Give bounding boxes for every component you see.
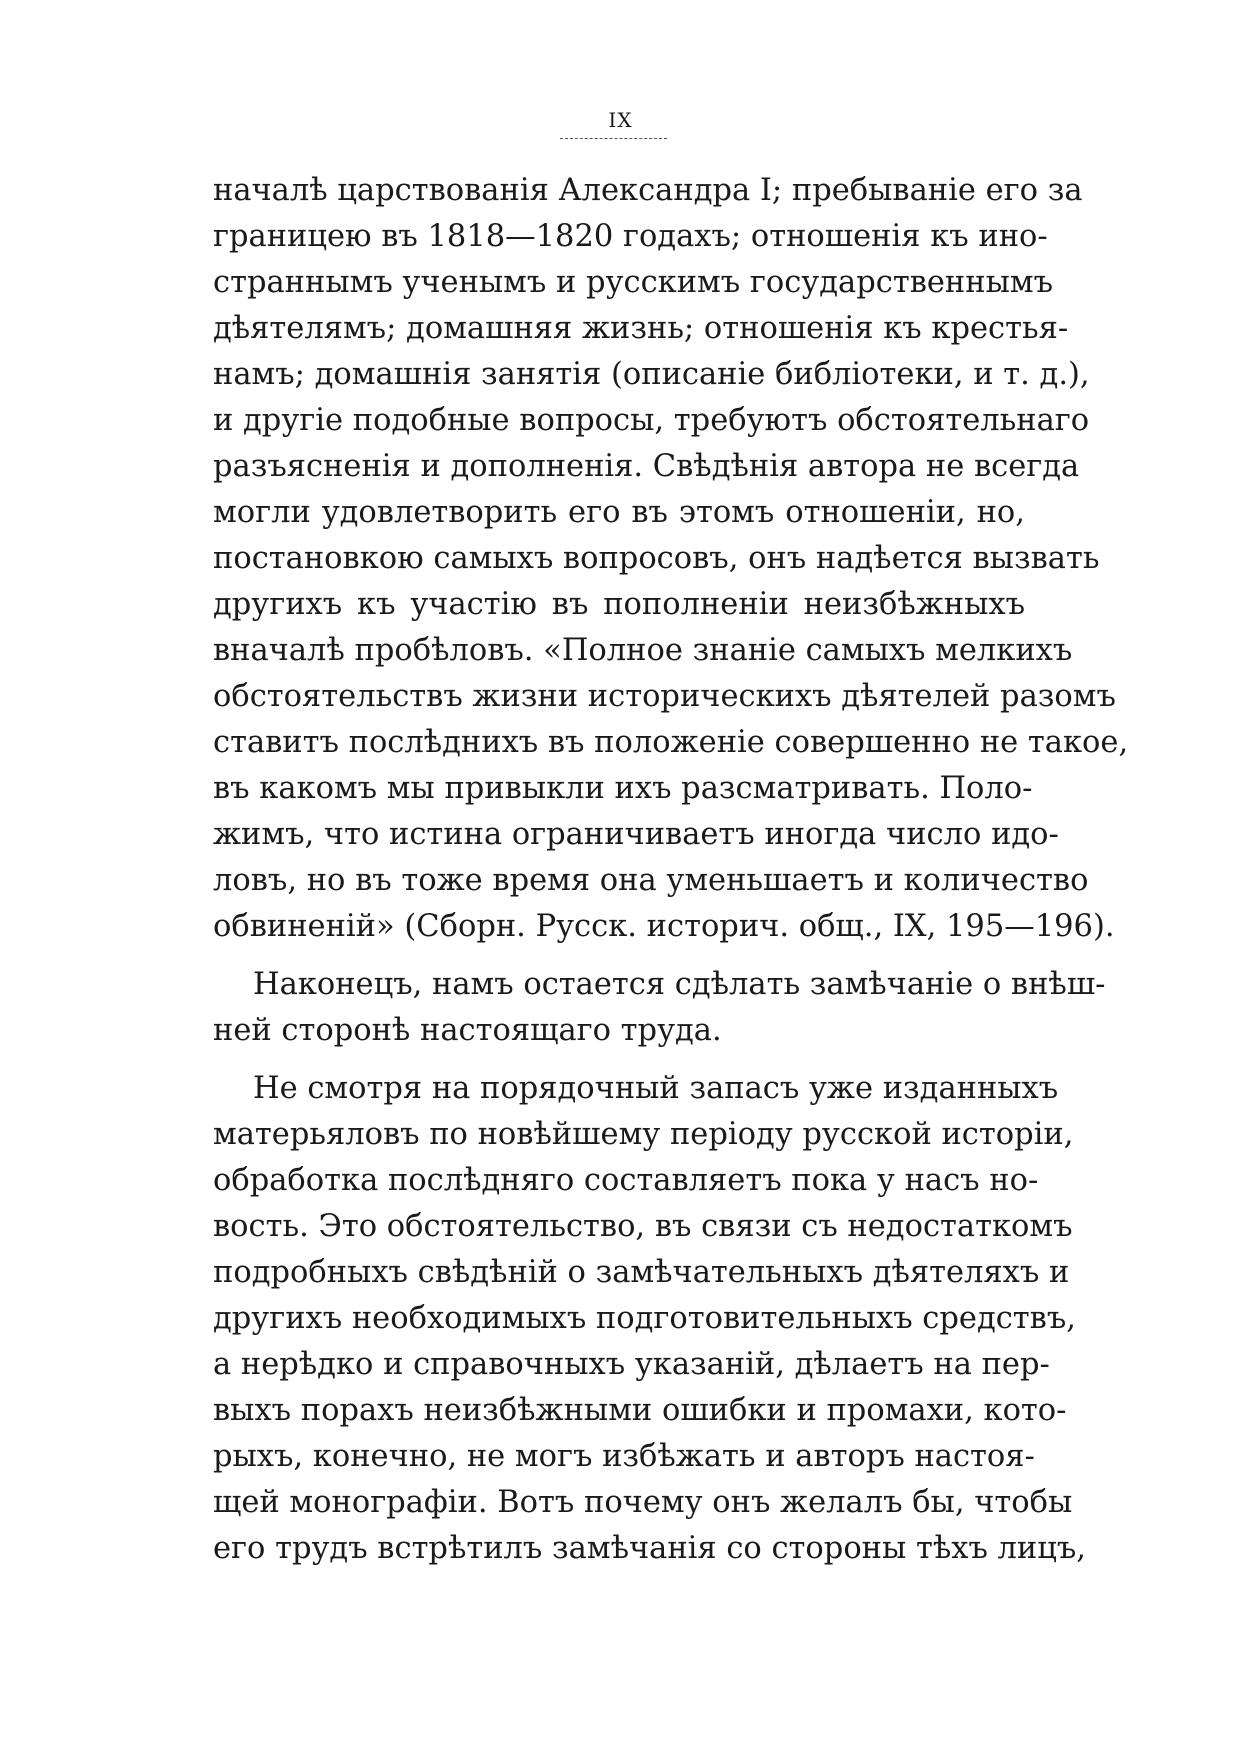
header-rule (560, 138, 667, 139)
body-text (213, 168, 1129, 1572)
text-line: могли удовлетворить его въ этомъ отношеніи, но, (213, 495, 1025, 530)
text-line: вначалѣ пробѣловъ. «Полное знаніе самыхъ мелкихъ (213, 633, 1073, 668)
text-line: разъясненія и дополненія. Свѣдѣнія автора не всегда (213, 449, 1080, 484)
text-line: жимъ, что истина ограничиваетъ иногда число идо- (213, 817, 1059, 852)
text-line: постановкою самыхъ вопросовъ, онъ надѣется вызвать (213, 541, 1100, 576)
text-line: и другіе подобные вопросы, требуютъ обстоятельнаго (213, 403, 1090, 438)
paragraph-first-line: Не смотря на порядочный запасъ уже изданныхъ (253, 1071, 1059, 1106)
text-line: его трудъ встрѣтилъ замѣчанія со стороны тѣхъ лицъ, (213, 1531, 1086, 1566)
text-line: дѣятелямъ; домашняя жизнь; отношенія къ крестья- (213, 311, 1069, 346)
text-line: ловъ, но въ тоже время она уменьшаетъ и количество (213, 863, 1089, 898)
text-line: началѣ царствованія Александра I; пребываніе его за (213, 173, 1083, 208)
text-line: другихъ къ участію въ пополненіи неизбѣжныхъ (213, 587, 1025, 622)
text-line: обработка послѣдняго составляетъ пока у насъ но- (213, 1163, 1039, 1198)
paragraph-last-line: ней сторонѣ настоящаго труда. (213, 1013, 722, 1048)
text-line: рыхъ, конечно, не могъ избѣжать и авторъ настоя- (213, 1439, 1035, 1474)
text-line: а нерѣдко и справочныхъ указаній, дѣлаетъ на пер- (213, 1347, 1050, 1382)
text-line: обстоятельствъ жизни историческихъ дѣятелей разомъ (213, 679, 1116, 714)
text-line: намъ; домашнія занятія (описаніе библіотеки, и т. д.), (213, 357, 1090, 392)
paragraph-first-line: Наконецъ, намъ остается сдѣлать замѣчаніе о внѣш- (253, 967, 1106, 1002)
text-line: другихъ необходимыхъ подготовительныхъ средствъ, (213, 1301, 1076, 1336)
text-line: подробныхъ свѣдѣній о замѣчательныхъ дѣятеляхъ и (213, 1255, 1070, 1290)
text-line: щей монографіи. Вотъ почему онъ желалъ бы, чтобы (213, 1485, 1073, 1520)
page-number: IX (608, 108, 633, 132)
text-line: ставитъ послѣднихъ въ положеніе совершенно не такое, (213, 725, 1129, 760)
text-line: вость. Это обстоятельство, въ связи съ недостаткомъ (213, 1209, 1073, 1244)
text-line: матерьяловъ по новѣйшему періоду русской исторіи, (213, 1117, 1074, 1152)
text-line: обвиненій» (Сборн. Русск. историч. общ., IX, 195—196). (213, 909, 1115, 944)
paragraph-gap (213, 950, 1025, 962)
text-line: выхъ порахъ неизбѣжными ошибки и промахи, кото- (213, 1393, 1067, 1428)
text-line: страннымъ ученымъ и русскимъ государственнымъ (213, 265, 1053, 300)
text-line: въ какомъ мы привыкли ихъ разсматривать. Поло- (213, 771, 1033, 806)
text-line: границею въ 1818—1820 годахъ; отношенія къ ино- (213, 219, 1048, 254)
paragraph-gap (213, 1054, 1025, 1066)
